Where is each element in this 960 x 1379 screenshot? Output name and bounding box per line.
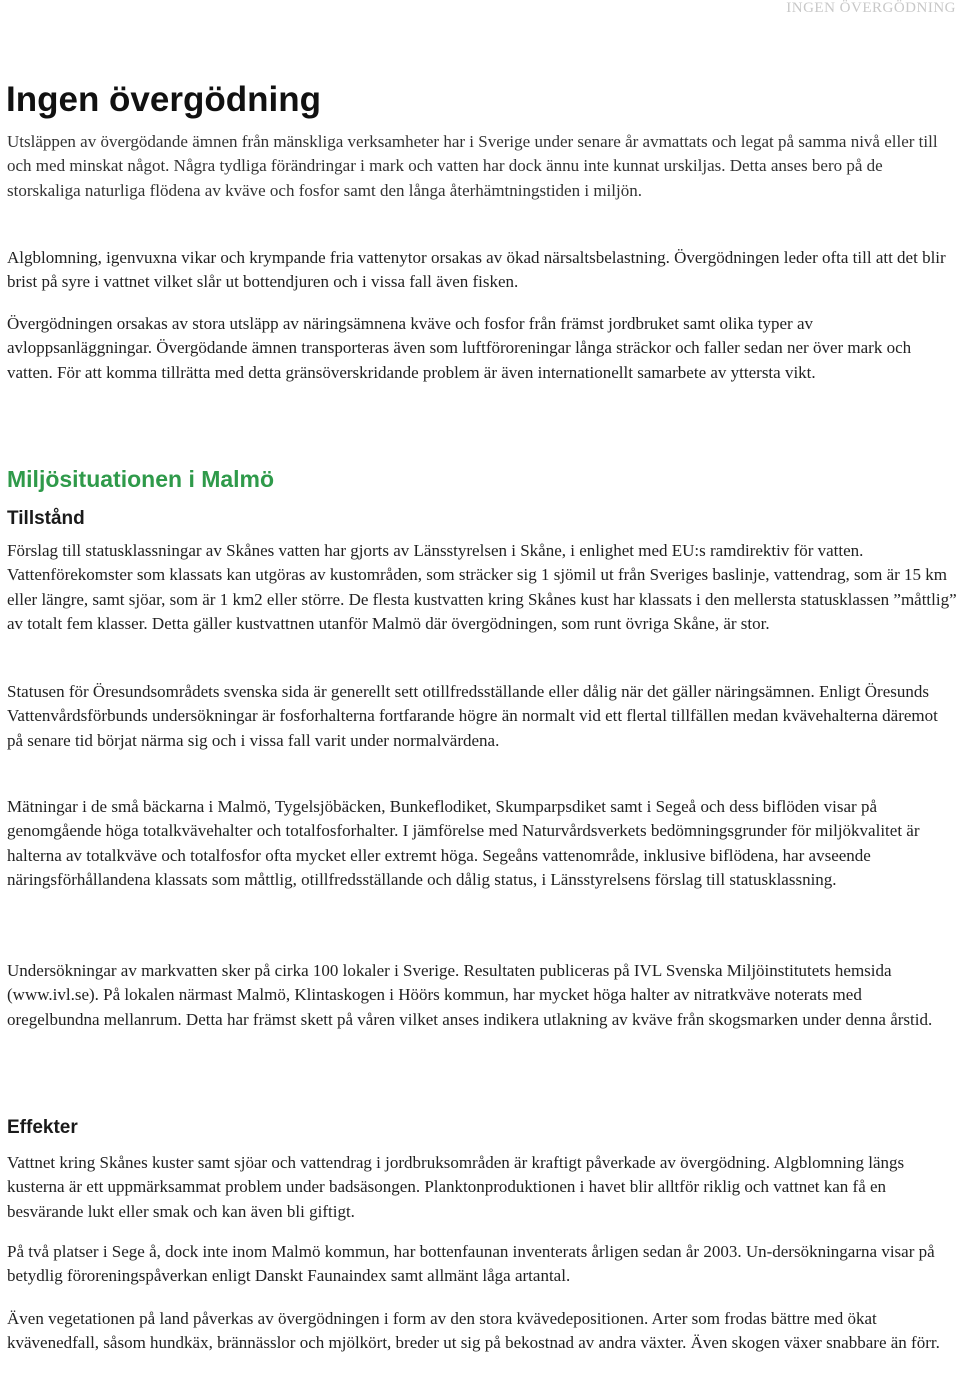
effekter-paragraph-3: Även vegetationen på land påverkas av övergödningen i form av den stora kvävedepositionen. Arter som frodas bättre med ökat kvävenedfall, såsom hundkäx, brännässlor och mjölkört, breder ut sig på bekostnad av andra växter. Även skogen växer snabbare än förr. — [7, 1309, 940, 1353]
tillstand-paragraph-4: Undersökningar av markvatten sker på cirka 100 lokaler i Sverige. Resultaten publiceras på IVL Svenska Miljöinstitutets hemsida (www.ivl.se). På lokalen närmast Malmö, Klintaskogen i Höörs kommun, har mycket höga halter av nitratkväve noterats med oregelbundna mellanrum. Detta har främst skett på våren vilket anses indikera utlakning av kväve från skogsmarken under denna årstid. — [7, 961, 933, 1029]
intro-paragraph-2: Algblomning, igenvuxna vikar och krympande fria vattenytor orsakas av ökad närsaltsbelastning. Övergödningen leder ofta till att det blir brist på syre i vattnet vilket slår ut bottendjuren och i vissa fall även fisken. — [7, 248, 946, 292]
subheading-effekter: Effekter — [7, 1117, 78, 1138]
tillstand-paragraph-1: Förslag till statusklassningar av Skånes vatten har gjorts av Länsstyrelsen i Skåne, i enlighet med EU:s ramdirektiv för vatten. Vattenförekomster som klassats kan utgöras av kustområden, som sträcker sig 1 sjömil ut från Sveriges baslinje, vattendrag, som är 15 km eller längre, samt sjöar, som är 1 km2 eller större. De flesta kustvatten kring Skånes kust har klassats i den mellersta statusklassen ”måttlig” av totalt fem klasser. Detta gäller kustvattnen utanför Malmö där övergödningen, som runt övriga Skåne, är stor. — [7, 541, 957, 633]
tillstand-paragraph-3: Mätningar i de små bäckarna i Malmö, Tygelsjöbäcken, Bunkeflodiket, Skumparpsdiket samt i Segeå och dess biflöden visar på genomgående höga totalkvävehalter och totalfosforhalter. I jämförelse med Naturvårdsverkets bedömningsgrunder för miljökvalitet är halterna av totalkväve och totalfosfor ofta mycket eller extremt höga. Segeåns vattenområde, inklusive biflödena, har avseende näringsförhållandena klassats som måttlig, otillfredsställande och dålig status, i Länsstyrelsens förslag till statusklassning. — [7, 797, 920, 889]
tillstand-paragraph-2: Statusen för Öresundsområdets svenska sida är generellt sett otillfredsställande eller dålig när det gäller näringsämnen. Enligt Öresunds Vattenvårdsförbunds undersökningar är fosforhalterna fortfarande högre än normalt vid ett flertal tillfällen medan kvävehalterna däremot på senare tid börjat närma sig och i vissa fall varit under normalvärdena. — [7, 682, 938, 750]
effekter-paragraph-1: Vattnet kring Skånes kuster samt sjöar och vattendrag i jordbruksområden är kraftigt påverkade av övergödning. Algblomning längs kusterna är ett uppmärksammat problem under badsäsongen. Planktonproduktionen i havet blir alltför riklig och vattnet kan få en besvärande lukt eller smak och kan även bli giftigt. — [7, 1153, 905, 1221]
intro-paragraph-3: Övergödningen orsakas av stora utsläpp av näringsämnena kväve och fosfor från främst jordbruket samt olika typer av avloppsanläggningar. Övergödande ämnen transporteras även som luftföroreningar långa sträckor och faller sedan ner över mark och vatten. För att komma tillrätta med detta gränsöverskridande problem är även internationellt samarbete av yttersta vikt. — [7, 314, 912, 382]
subheading-tillstand: Tillstånd — [7, 508, 85, 529]
running-header: INGEN ÖVERGÖDNING — [786, 0, 956, 16]
section-title: Miljösituationen i Malmö — [7, 466, 275, 492]
page-title: Ingen övergödning — [6, 80, 321, 119]
intro-paragraph-1: Utsläppen av övergödande ämnen från mänskliga verksamheter har i Sverige under senare år avmattats och legat på samma nivå eller till och med minskat något. Några tydliga förändringar i mark och vatten har dock ännu inte kunnat urskiljas. Detta anses bero på de storskaliga naturliga flödena av kväve och fosfor samt den långa återhämtningstiden i miljön. — [7, 132, 938, 200]
effekter-paragraph-2: På två platser i Sege å, dock inte inom Malmö kommun, har bottenfaunan inventerats årligen sedan år 2003. Un-dersökningarna visar på betydlig föroreningspåverkan enligt Danskt Faunaindex samt allmänt låga artantal. — [7, 1242, 935, 1286]
